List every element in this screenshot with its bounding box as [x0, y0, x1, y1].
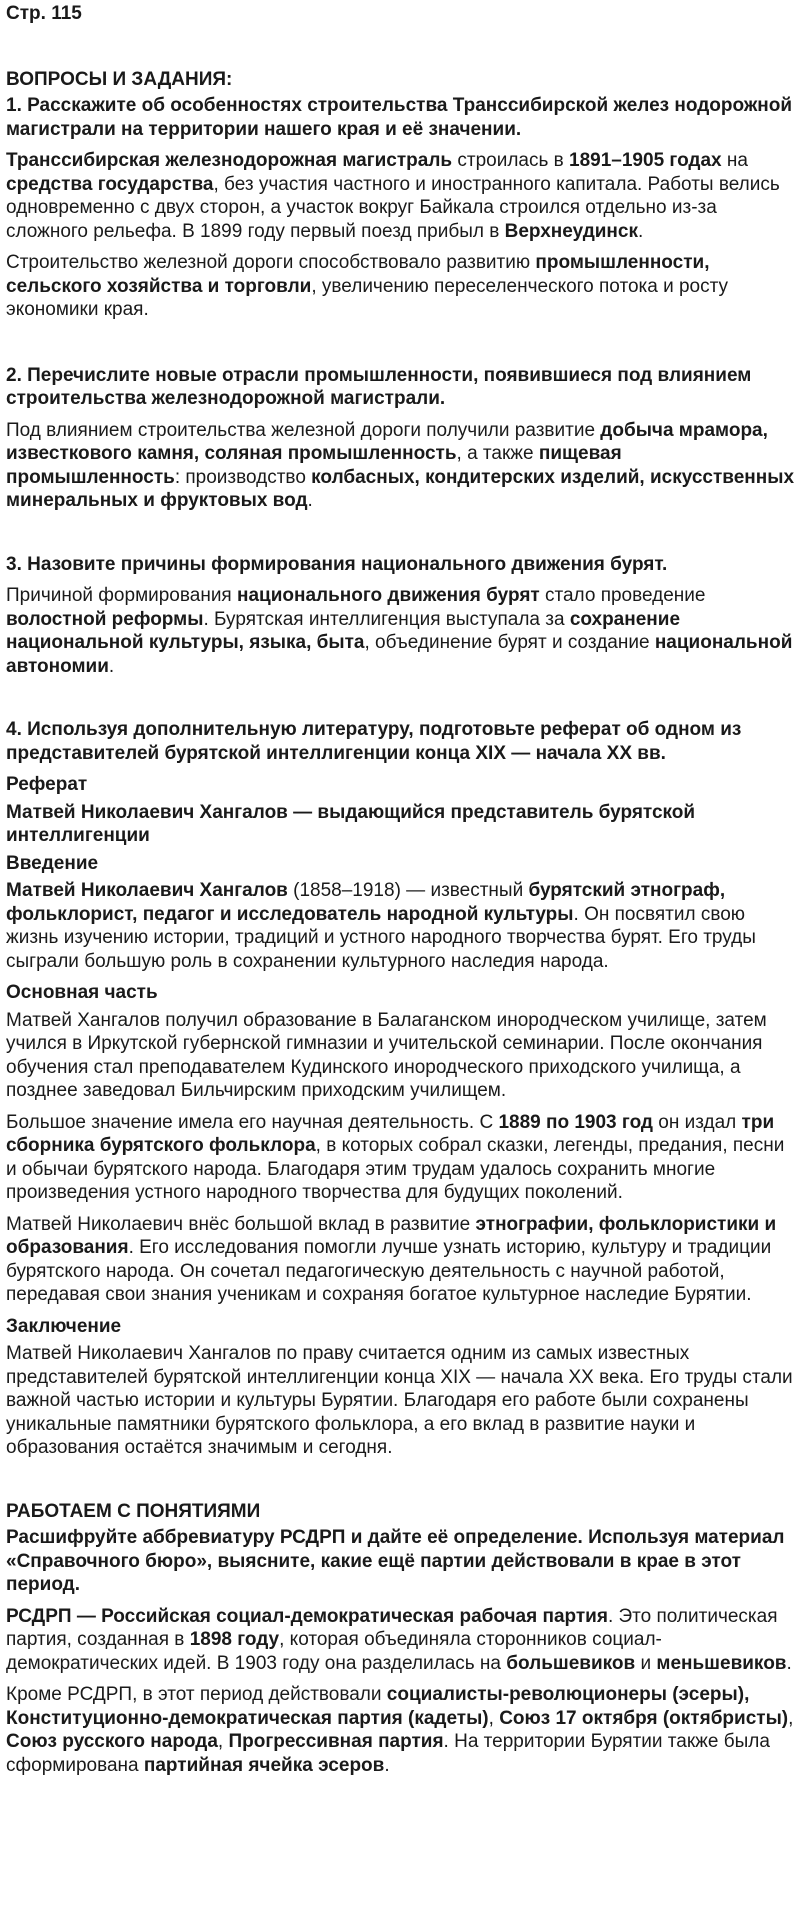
answer-1-paragraph-2 [6, 251, 794, 322]
bold-text-run: РСДРП — Российская социал-демократическая рабочая партия [6, 1605, 608, 1627]
question-3: 3. Назовите причины формирования национального движения бурят. [6, 553, 668, 575]
text-run: . [786, 1652, 792, 1674]
bold-text-run: Транссибирская железнодорожная магистраль [6, 150, 453, 171]
bold-text-run: социалисты-революционеры (эсеры), Конституционно-демократическая партия (кадеты) [6, 1684, 750, 1729]
bold-text-run: партийная ячейка эсеров [143, 1754, 385, 1776]
main-paragraph-2 [6, 1111, 794, 1205]
text-run: он издал [653, 1111, 742, 1133]
concepts-paragraph-1 [6, 1605, 794, 1676]
text-run: , [217, 1731, 229, 1752]
bold-text-run: средства государства [6, 173, 214, 195]
bold-text-run: 1889 по 1903 год [498, 1111, 653, 1133]
answer-1-paragraph-1 [6, 149, 794, 243]
main-part-label: Основная часть [6, 982, 158, 1003]
main-paragraph-1 [6, 1009, 794, 1103]
text-run: . Его исследования помогли лучше узнать историю, культуру и традиции бурятского народа. Он сочетал педагогическую деятельность с научной работой, передавая свои знания ученикам и сохраняя богатое культурное наследие Бурятии. [6, 1237, 772, 1305]
bold-text-run: большевиков [506, 1652, 636, 1674]
question-2: 2. Перечислите новые отрасли промышленности, появившиеся под влиянием строительства железнодорожной магистрали. [6, 364, 752, 409]
bold-text-run: этнографии, фольклористики и образования [6, 1213, 777, 1258]
bold-text-run: меньшевиков [656, 1652, 787, 1674]
concepts-paragraph-2 [6, 1683, 794, 1777]
text-run: строилась в [452, 150, 570, 171]
text-run: : производство [174, 466, 312, 488]
text-run: Строительство железной дороги способствовало развитию [6, 252, 536, 273]
bold-text-run: национальной автономии [6, 632, 793, 677]
bold-text-run: бурятский этнограф, фольклорист, педагог и исследователь народной культуры [6, 880, 726, 925]
bold-text-run: промышленности, сельского хозяйства и торговли [6, 252, 710, 297]
concepts-title: РАБОТАЕМ С ПОНЯТИЯМИ [6, 1500, 261, 1522]
bold-text-run: колбасных, кондитерских изделий, искусственных минеральных и фруктовых вод [6, 466, 795, 511]
text-run: Под влиянием строительства железной дороги получили развитие [6, 419, 601, 441]
conclusion-paragraph [6, 1342, 794, 1460]
bold-text-run: Союз 17 октября (октябристы) [499, 1707, 789, 1729]
text-run: , которая объединяла сторонников социал-демократических идей. В 1903 году она разделилась на [6, 1629, 662, 1674]
text-run: . Бурятская интеллигенция выступала за [203, 608, 570, 630]
text-run: . [307, 490, 313, 511]
text-run: , [788, 1707, 794, 1729]
answer-3-paragraph-1 [6, 584, 794, 678]
text-run: , а также [456, 443, 539, 464]
text-run: Матвей Николаевич Хангалов по праву считается одним из самых известных представителей бурятской интеллигенции конца XIX — начала XX века. Его труды стали важной частью истории и культуры Бурятии. Благодаря его работе были сохранены уникальные памятники бурятского фольклора, а его вклад в развитие науки и образования остаётся значимым и сегодня. [6, 1343, 793, 1458]
bold-text-run: три сборника бурятского фольклора [6, 1111, 775, 1156]
text-run: , объединение бурят и создание [364, 632, 655, 653]
bold-text-run: Верхнеудинск [504, 220, 638, 242]
bold-text-run: Матвей Николаевич Хангалов [6, 880, 288, 901]
text-run: . Он посвятил свою жизнь изучению истории, традиций и устного народного творчества бурят. Его труды сыграли большую роль в сохранении культурного наследия народа. [6, 903, 756, 972]
bold-text-run: Прогрессивная партия [228, 1731, 444, 1752]
referat-label: Реферат [6, 774, 88, 795]
question-1: 1. Расскажите об особенностях строительства Транссибирской желез нодорожной магистрали на территории нашего края и её значении. [6, 95, 793, 140]
bold-text-run: 1891–1905 годах [569, 150, 722, 171]
text-run: (1858–1918) — известный [287, 880, 529, 901]
bold-text-run: национального движения бурят [237, 585, 540, 606]
intro-paragraph [6, 879, 794, 973]
bold-text-run: пищевая промышленность [6, 443, 622, 488]
text-run: Большое значение имела его научная деятельность. С [6, 1111, 499, 1133]
text-run: , в которых собрал сказки, легенды, предания, песни и обычаи бурятского народа. Благодаря этим трудам удалось сохранить многие произведения устного народного творчества для будущих поколений. [6, 1135, 785, 1203]
bold-text-run: сохранение национальной культуры, языка, быта [6, 608, 681, 653]
referat-title: Матвей Николаевич Хангалов — выдающийся представитель бурятской интеллигенции [6, 801, 696, 846]
text-run: Кроме РСДРП, в этот период действовали [6, 1684, 387, 1705]
question-4: 4. Используя дополнительную литературу, подготовьте реферат об одном из представителей бурятской интеллигенции конца XIX — начала XX вв. [6, 719, 742, 764]
text-run: . Это политическая партия, созданная в [6, 1605, 778, 1650]
text-run: . [637, 220, 644, 242]
text-run: . На территории Бурятии также была сформирована [6, 1731, 770, 1776]
intro-label: Введение [6, 852, 99, 874]
concepts-question: Расшифруйте аббревиатуру РСДРП и дайте её определение. Используя материал «Справочного бюро», выясните, какие ещё партии действовали в крае в этот период. [6, 1527, 785, 1595]
bold-text-run: добыча мрамора, известкового камня, соляная промышленность [6, 419, 768, 464]
text-run: Матвей Николаевич внёс большой вклад в развитие [6, 1213, 476, 1235]
bold-text-run: волостной реформы [6, 608, 204, 630]
text-run: на [721, 150, 748, 171]
text-run: Причиной формирования [6, 585, 237, 606]
text-run: и [635, 1652, 657, 1674]
answer-2-paragraph-1 [6, 419, 794, 513]
text-run: . [384, 1754, 390, 1776]
conclusion-label: Заключение [6, 1315, 122, 1337]
text-run: . [108, 655, 115, 677]
page-number: Стр. 115 [6, 3, 82, 24]
text-run: , [488, 1707, 500, 1729]
text-run: , увеличению переселенческого потока и росту экономики края. [6, 275, 729, 320]
main-paragraph-3 [6, 1213, 794, 1307]
text-run: , без участия частного и иностранного капитала. Работы велись одновременно с двух сторон, а участок вокруг Байкала строился отдельно из-за сложного рельефа. В 1899 году первый поезд прибыл в [6, 173, 780, 242]
bold-text-run: 1898 году [189, 1629, 280, 1650]
text-run: стало проведение [539, 585, 706, 606]
questions-title: ВОПРОСЫ И ЗАДАНИЯ: [6, 68, 233, 90]
text-run: Матвей Хангалов получил образование в Балаганском инородческом училище, затем учился в Иркутской губернской гимназии и учительской семинарии. После окончания обучения стал преподавателем Кудинского инородческого приходского училища, а позднее заведовал Бильчирским приходским училищем. [6, 1009, 767, 1101]
bold-text-run: Союз русского народа [6, 1731, 218, 1752]
